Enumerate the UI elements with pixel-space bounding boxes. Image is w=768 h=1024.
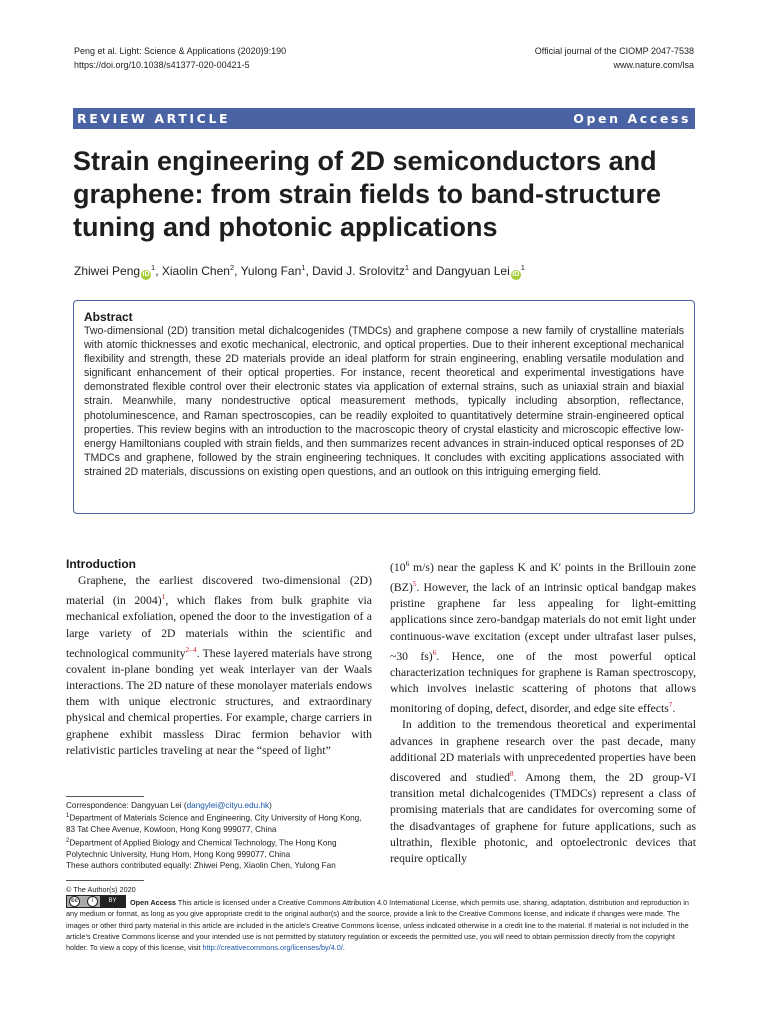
running-header-left xyxy=(74,44,286,72)
body-text: (10 xyxy=(390,560,406,574)
license-rule xyxy=(66,880,144,881)
footnote-rule xyxy=(66,796,144,797)
body-text: In addition to the tremendous theoretical and experimental advances in graphene research over the past decade, many additional 2D materials with unprecedented properties have been discovered and studied xyxy=(390,718,696,784)
author-footnotes xyxy=(66,796,372,871)
body-text: . However, the lack of an intrinsic optical bandgap makes pristine graphene far less appealing for light-emitting applications since zero-bandgap materials do not emit light under continuous-wave excitation (except under ultrafast laser pulses, ~30 fs) xyxy=(390,580,696,663)
citation-ref[interactable]: 6 xyxy=(432,647,437,657)
abstract-text: Two-dimensional (2D) transition metal dichalcogenides (TMDCs) and graphene compose a new family of crystalline materials with atomic thicknesses and exotic mechanical, electronic, and optical properties. Due to their inherent exceptional mechanical flexibility and strength, these 2D materials provide an ideal platform for strain engineering, enabling versatile modulation and significant enhancement of their optical properties. For instance, recent theoretical and experimental investigations have demonstrated flexible control over their electronic states via application of external strains, such as uniaxial strain and biaxial strain. Meanwhile, many nondestructive optical measurement methods, typically including absorption, reflectance, photoluminescence, and Raman spectroscopies, can be readily exploited to quantitatively determine strain-engineered optical properties. This review begins with an introduction to the macroscopic theory of crystal elasticity and microscopic effective low-energy Hamiltonians coupled with strain fields, and then summarizes recent advances in strain-induced optical responses of 2D TMDCs and graphene, followed by the strain engineering techniques. It concludes with exciting applications associated with strained 2D materials, discussions on existing open questions, and an outlook on this intriguing emerging field. xyxy=(84,325,684,478)
body-text: . Among them, the 2D group-VI transition metal dichalcogenides (TMDCs) represent a class of promising materials that are candidates for overcoming some of the disadvantages of graphene for future applications, such as ultrathin, flexible photonic, and optoelectronic devices that require optically xyxy=(390,770,696,865)
cc-icon: cc xyxy=(69,896,80,907)
author-separator: , xyxy=(234,264,241,278)
body-column-left xyxy=(66,556,372,759)
running-header-right xyxy=(535,44,694,72)
author-list xyxy=(74,260,525,280)
author-separator: and xyxy=(409,264,436,278)
open-access-label: Open Access xyxy=(573,111,691,126)
license-text: This article is licensed under a Creative Commons Attribution 4.0 International License, which permits use, sharing, adaptation, distribution and reproduction in any medium or format, as long as you give appropriate credit to the original author(s) and the source, provide a link to the Creative Commons license, and indicate if changes were made. The images or other third party material in this article are included in the article's Creative Commons license, unless indicated otherwise in a credit line to the material. If material is not included in the article's Creative Commons license and your intended use is not permitted by statutory regulation or exceeds the permitted use, you will need to obtain permission directly from the copyright holder. To view a copy of this license, visit xyxy=(66,898,689,953)
orcid-icon[interactable]: iD xyxy=(512,271,520,278)
body-text: m/s) near the gapless K and K′ points in the Brillouin zone (BZ) xyxy=(390,560,696,594)
journal-citation: Peng et al. Light: Science & Applications (2020)9:190 xyxy=(74,46,287,56)
affiliation-mark: 2 xyxy=(66,837,70,844)
equal-contribution-note: These authors contributed equally: Zhiwei Peng, Xiaolin Chen, Yulong Fan xyxy=(66,860,336,870)
citation-ref[interactable]: 1 xyxy=(161,592,166,602)
affiliation-mark: 1 xyxy=(66,813,70,820)
abstract-heading: Abstract xyxy=(84,310,133,324)
body-column-right xyxy=(390,556,696,867)
copyright-line: © The Author(s) 2020 xyxy=(66,885,136,894)
license-url-link[interactable]: http://creativecommons.org/licenses/by/4.0/ xyxy=(202,943,343,953)
open-access-bold: Open Access xyxy=(130,898,176,908)
author-name: Xiaolin Chen xyxy=(161,264,230,278)
correspondence-label: Correspondence: Dangyuan Lei ( xyxy=(66,801,187,810)
author-separator: , xyxy=(305,264,313,278)
body-text: . xyxy=(672,702,676,716)
exponent: 6 xyxy=(405,559,410,568)
abstract-box xyxy=(73,300,695,514)
author-affiliation-mark: 1 xyxy=(520,263,525,272)
body-paragraph xyxy=(390,717,696,867)
body-paragraph xyxy=(66,573,372,759)
affiliation-text: Department of Applied Biology and Chemical Technology, The Hong Kong Polytechnic University, Hung Hom, Hong Kong 999077, China xyxy=(66,838,337,859)
author-affiliation-mark: 2 xyxy=(229,263,235,272)
article-title: Strain engineering of 2D semiconductors and graphene: from strain fields to band-structure tuning and photonic applications xyxy=(73,146,662,242)
doi-link[interactable]: https://doi.org/10.1038/s41377-020-00421-5 xyxy=(74,60,250,70)
correspondence-email-link[interactable]: dangylei@cityu.edu.hk xyxy=(186,801,270,810)
license-text-block xyxy=(66,895,696,953)
body-text: . These layered materials have strong covalent in-plane bonding yet weak interlayer van der Waals interactions. The 2D nature of these monolayer materials endows them with unique electronic structures, and extraordinary physical and chemical properties. For example, charge carriers in graphene exhibit massless Dirac fermion behavior with relativistic particles traveling at near the “speed of light” xyxy=(66,646,372,757)
correspondence-end: ) xyxy=(269,801,272,810)
body-text: . Hence, one of the most powerful optical characterization techniques for graphene is Raman spectroscopy, which involves inelastic scattering of photons that allows monitoring of doping, defect, disorder, and edge site effects xyxy=(390,649,696,716)
citation-ref[interactable]: 7 xyxy=(668,700,673,710)
author-affiliation-mark: 1 xyxy=(301,263,306,272)
journal-website[interactable]: www.nature.com/lsa xyxy=(613,60,694,70)
license-block xyxy=(66,880,696,953)
author-affiliation-mark: 1 xyxy=(151,263,156,272)
citation-ref[interactable]: 2–4 xyxy=(185,644,197,654)
creative-commons-badge[interactable] xyxy=(66,895,126,908)
license-text-end: . xyxy=(342,943,345,953)
journal-affiliation: Official journal of the CIOMP 2047-7538 xyxy=(534,46,694,56)
author-affiliation-mark: 1 xyxy=(404,263,409,272)
author-separator: , xyxy=(155,264,162,278)
author-name: Dangyuan Lei xyxy=(435,264,510,278)
section-heading-introduction: Introduction xyxy=(66,557,136,571)
affiliation-1 xyxy=(66,811,372,835)
author-name: David J. Srolovitz xyxy=(312,264,405,278)
body-paragraph xyxy=(390,556,696,717)
attribution-icon: i xyxy=(87,896,98,907)
author-name: Zhiwei Peng xyxy=(74,264,141,278)
affiliation-text: Department of Materials Science and Engineering, City University of Hong Kong, 83 Tat Chee Avenue, Kowloon, Hong Kong 999077, China xyxy=(66,814,362,835)
article-type-label: REVIEW ARTICLE xyxy=(77,111,231,126)
affiliation-2 xyxy=(66,836,372,860)
by-label: BY xyxy=(100,896,125,907)
citation-ref[interactable]: 8 xyxy=(509,769,514,778)
body-text: Graphene, the earliest discovered two-dimensional (2D) material (in 2004) xyxy=(66,574,372,608)
article-type-band xyxy=(73,108,695,129)
body-text: , which flakes from bulk graphite via mechanical exfoliation, opened the door to the investigation of a large variety of 2D materials within the scientific and technological community xyxy=(66,594,372,660)
citation-ref[interactable]: 5 xyxy=(412,579,417,589)
author-name: Yulong Fan xyxy=(240,264,302,278)
orcid-icon[interactable]: iD xyxy=(142,271,150,278)
correspondence-line xyxy=(66,800,372,811)
